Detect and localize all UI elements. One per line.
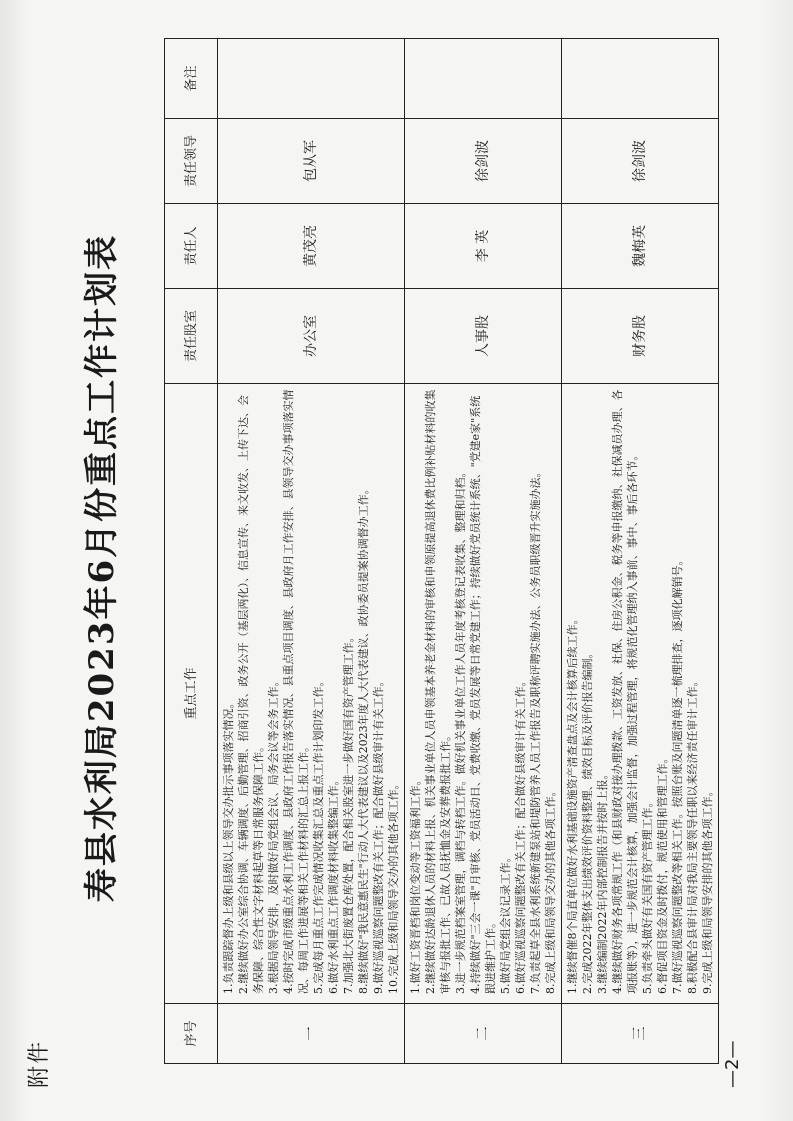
row-person: 黄茂亮: [218, 204, 405, 289]
table-row: [405, 39, 562, 1064]
task-item: 4.按时完成市级重点水利工作调度、县政府工作报告落实情况、县重点项目调度、县政府月工作安排、县领导交办事项落实情况、每周工作进展等相关工作材料的汇总上报工作。: [282, 389, 310, 994]
task-item: 9.做好巡视巡察问题整改有关工作；配合做好县级审计有关工作。: [372, 675, 385, 994]
table-header-row: [165, 39, 218, 1064]
header-tasks: 重点工作: [165, 384, 218, 1004]
row-tasks: [562, 384, 719, 1004]
table-row: [218, 39, 405, 1064]
header-dept: 责任股室: [165, 289, 218, 384]
task-item: 8.完成上级和局领导交办的其他各项工作。: [544, 785, 557, 994]
document-title: 寿县水利局2023年6月份重点工作计划表: [82, 233, 122, 903]
row-seq: 一: [218, 1004, 405, 1064]
task-item: 9.完成上级和局领导安排的其他各项工作。: [701, 785, 714, 994]
page-number: —2—: [722, 1040, 743, 1088]
header-person: 责任人: [165, 204, 218, 289]
task-item: 2.完成2022年整体支出绩效评价资料整理、绩效目标及评价报告编制。: [581, 647, 594, 994]
row-leader: 包从军: [218, 119, 405, 204]
document-sheet: [22, 28, 782, 1088]
row-leader: 徐剑波: [405, 119, 562, 204]
task-item: 10.完成上级和局领导交办的其他各项工作。: [387, 778, 400, 994]
task-item: 8.积极配合县审计局对我局主要领导任职以来经济责任审计工作。: [686, 675, 699, 994]
row-tasks: [405, 384, 562, 1004]
task-item: 2.继续做好达龄退休人员的材料上报、机关事业单位人员申领基本养老金材料的审核和申领原提高退休费比例补贴材料的收集审核与报批工作、已故人员抚恤金及安葬费报批工作。: [424, 389, 452, 994]
row-leader: 徐剑波: [562, 119, 719, 204]
row-note: [405, 39, 562, 119]
task-item: 6.督促项目资金及时拨付，规范使用和管理工作。: [656, 752, 669, 994]
task-item: 2.继续做好办公室综合协调、车辆调度、后勤管理、招商引资、政务公开（基层两化）、信息宣传、来文收发、上传下达、会务保障、综合性文字材料起草等日常服务保障工作。: [237, 395, 265, 994]
row-seq: 三: [562, 1004, 719, 1064]
task-item: 8.继续做好"我民意惠民生"行动人大代表建议以及2023年度人大代表建议、政协委员提案协调督办工作。: [357, 483, 370, 994]
row-seq: 二: [405, 1004, 562, 1064]
row-dept: 办公室: [218, 289, 405, 384]
task-item: 7.负责起草全县水利系统新建泵站和堤防管养人员工作报告及职称评聘实施办法、公务员职级晋升实施办法。: [529, 466, 542, 994]
task-item: 5.负责牵头做好有关国有资产管理工作。: [641, 796, 654, 994]
task-item: 3.根据局领导安排，及时做好局党组会议、局务会议等会务工作。: [267, 675, 280, 994]
task-item: 7.加强北大街废置仓库处置，配合相关股室进一步做好国有资产管理工作。: [342, 631, 355, 994]
row-tasks: [218, 384, 405, 1004]
row-dept: 人事股: [405, 289, 562, 384]
task-item: 7.做好巡视巡察问题整改等相关工作。按照台账及问题清单逐一梳理排查，逐项化解销号。: [671, 554, 684, 994]
task-item: 1.负责跟踪督办上级和县级以上领导交办批示事项落实情况。: [222, 697, 235, 994]
work-plan-table: [164, 38, 719, 1064]
row-person: 魏梅英: [562, 204, 719, 289]
row-note: [218, 39, 405, 119]
attachment-label: 附件: [27, 1039, 52, 1088]
table-row: [562, 39, 719, 1064]
row-note: [562, 39, 719, 119]
task-item: 1.做好工资晋档和岗位变动等工资福利工作。: [409, 774, 422, 994]
row-person: 李 英: [405, 204, 562, 289]
task-item: 5.完成每月重点工作完成情况收集汇总及重点工作计划印发工作。: [312, 675, 325, 994]
task-item: 6.做好巡视巡察问题整改有关工作；配合做好县级审计有关工作。: [514, 675, 527, 994]
task-item: 6.做好水利重点工作调度材料收集整编工作。: [327, 774, 340, 994]
task-item: 4.持续做好"三会一课"月审核、党员活动日、党费收缴、党员发展等日常党建工作；持续做好党员统计系统、"党建e家"系统跟进维护工作。: [469, 395, 497, 994]
task-item: 3.继续编制2022年内部控制报告并按时上报。: [596, 768, 609, 994]
header-note: 备注: [165, 39, 218, 119]
header-leader: 责任领导: [165, 119, 218, 204]
task-item: 5.做好局党组会议记录工作。: [499, 851, 512, 994]
task-item: 4.继续做好财务各项常规工作（和县财政对接办理拨款、工资发放、社保、住房公积金、税务等申报缴纳、社保减员办理、各项报账等），进一步规范会计核算，加强会计监督，加强过程管理，将规范化管理纳入事前、事中、事后各环节。: [611, 389, 639, 994]
task-item: 1.继续督催8个局直单位做好水利基础设施资产清查盘点及会计核算后续工作。: [566, 613, 579, 994]
header-seq: 序号: [165, 1004, 218, 1064]
row-dept: 财务股: [562, 289, 719, 384]
task-item: 3.进一步规范档案室管理，调档与转档工作。做好机关事业单位工作人员年度考核登记表收集、整理和归档。: [454, 466, 467, 994]
